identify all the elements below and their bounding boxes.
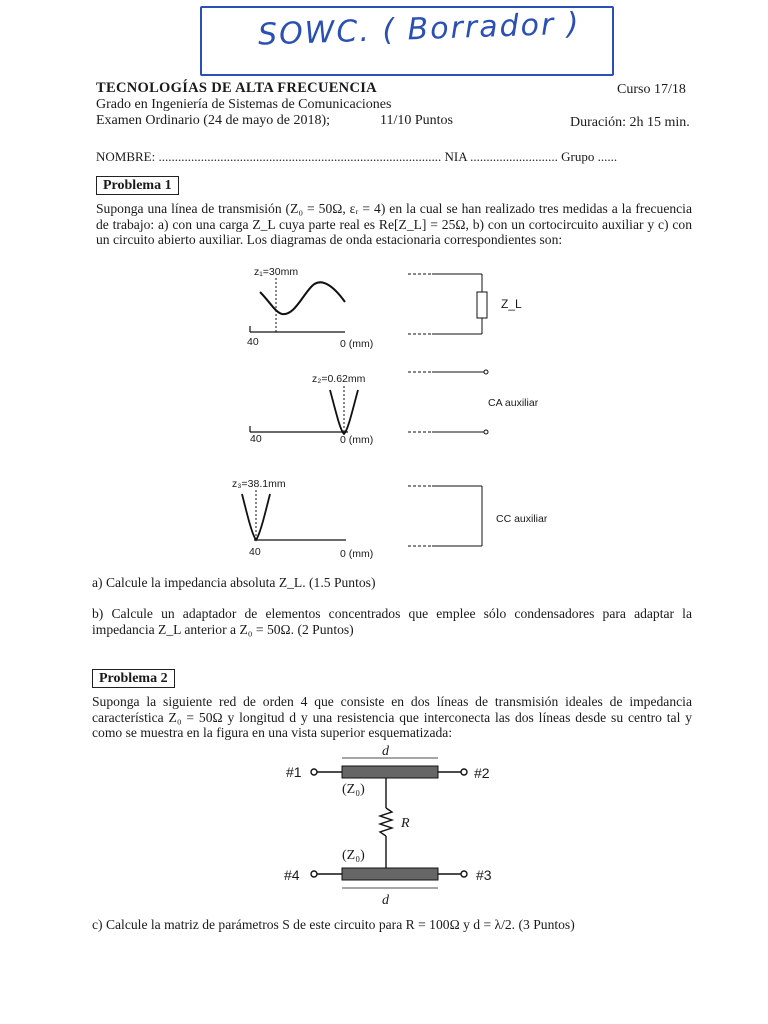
tick-right-1: 0 (mm) [340, 338, 374, 350]
exam-duration: Duración: 2h 15 min. [570, 115, 690, 130]
handwritten-note: SOWC. ( Borrador ) [257, 6, 582, 53]
name-line: NOMBRE: ....................................................................................... NIA ........................... Grupo ...... [96, 149, 618, 164]
resistor-link [380, 778, 392, 868]
load-zl-circuit [408, 274, 487, 334]
transmission-line-bottom [311, 868, 467, 888]
port-2-label: #2 [474, 765, 490, 781]
port-3-label: #3 [476, 867, 492, 883]
tick-left-1: 40 [247, 336, 259, 348]
tick-left-2: 40 [250, 433, 262, 445]
problem-1-label: Problema 1 [96, 176, 179, 195]
problem-1-question-a: a) Calcule la impedancia absoluta Z_L. (1.5 Puntos) [92, 575, 376, 590]
degree-name: Grado en Ingeniería de Sistemas de Comunicaciones [96, 97, 392, 112]
standing-wave-3 [242, 490, 346, 540]
marker-z2: z₂=0.62mm [312, 373, 366, 385]
load-short-circuit [408, 486, 482, 546]
transmission-line-top [311, 758, 467, 778]
z0-label-top: (Z₀) [342, 782, 365, 797]
problem-2-label: Problema 2 [92, 669, 175, 688]
marker-z1: z₁=30mm [254, 266, 299, 278]
exam-date: Examen Ordinario (24 de mayo de 2018); [96, 113, 331, 128]
load-label-ca: CA auxiliar [488, 397, 539, 409]
port-4-label: #4 [284, 867, 300, 883]
marker-z3: z₃=38.1mm [232, 478, 286, 490]
length-label-top: d [382, 744, 389, 759]
port-1-label: #1 [286, 764, 302, 780]
tick-left-3: 40 [249, 546, 261, 558]
resistor-label: R [401, 816, 410, 831]
problem-2-statement: Suponga la siguiente red de orden 4 que consiste en dos líneas de transmisión ideales de impedancia característica Z₀ = 50Ω y longitud d y una resistencia que interconecta las dos líneas desde su centro tal y como se muestra en la figura en una vista superior esquematizada: [92, 694, 692, 740]
problem-1-question-b: b) Calcule un adaptador de elementos concentrados que emplee sólo condensadores para adaptar la impedancia Z_L anterior a Z₀ = 50Ω. (2 Puntos) [92, 606, 692, 637]
load-label-zl: Z_L [501, 297, 522, 311]
standing-wave-diagrams [220, 262, 520, 568]
z0-label-bottom: (Z₀) [342, 848, 365, 863]
load-label-cc: CC auxiliar [496, 513, 548, 525]
exam-points: 11/10 Puntos [380, 113, 453, 128]
tick-right-3: 0 (mm) [340, 548, 374, 560]
tick-right-2: 0 (mm) [340, 434, 374, 446]
standing-wave-2 [250, 386, 358, 434]
course-year: Curso 17/18 [617, 82, 686, 97]
course-title: TECNOLOGÍAS DE ALTA FRECUENCIA [96, 80, 377, 96]
load-open-circuit [408, 370, 488, 434]
standing-wave-1 [250, 278, 345, 332]
problem-2-question-c: c) Calcule la matriz de parámetros S de este circuito para R = 100Ω y d = λ/2. (3 Puntos) [92, 917, 575, 932]
problem-1-statement: Suponga una línea de transmisión (Z₀ = 50Ω, εᵣ = 4) en la cual se han realizado tres medidas a la frecuencia de trabajo: a) con una carga Z_L cuya parte real es Re[Z_L] = 25Ω, b) con un cortocircuito auxiliar y c) con un circuito abierto auxiliar. Los diagramas de onda estacionaria correspondientes son: [96, 201, 692, 247]
length-label-bottom: d [382, 893, 389, 908]
